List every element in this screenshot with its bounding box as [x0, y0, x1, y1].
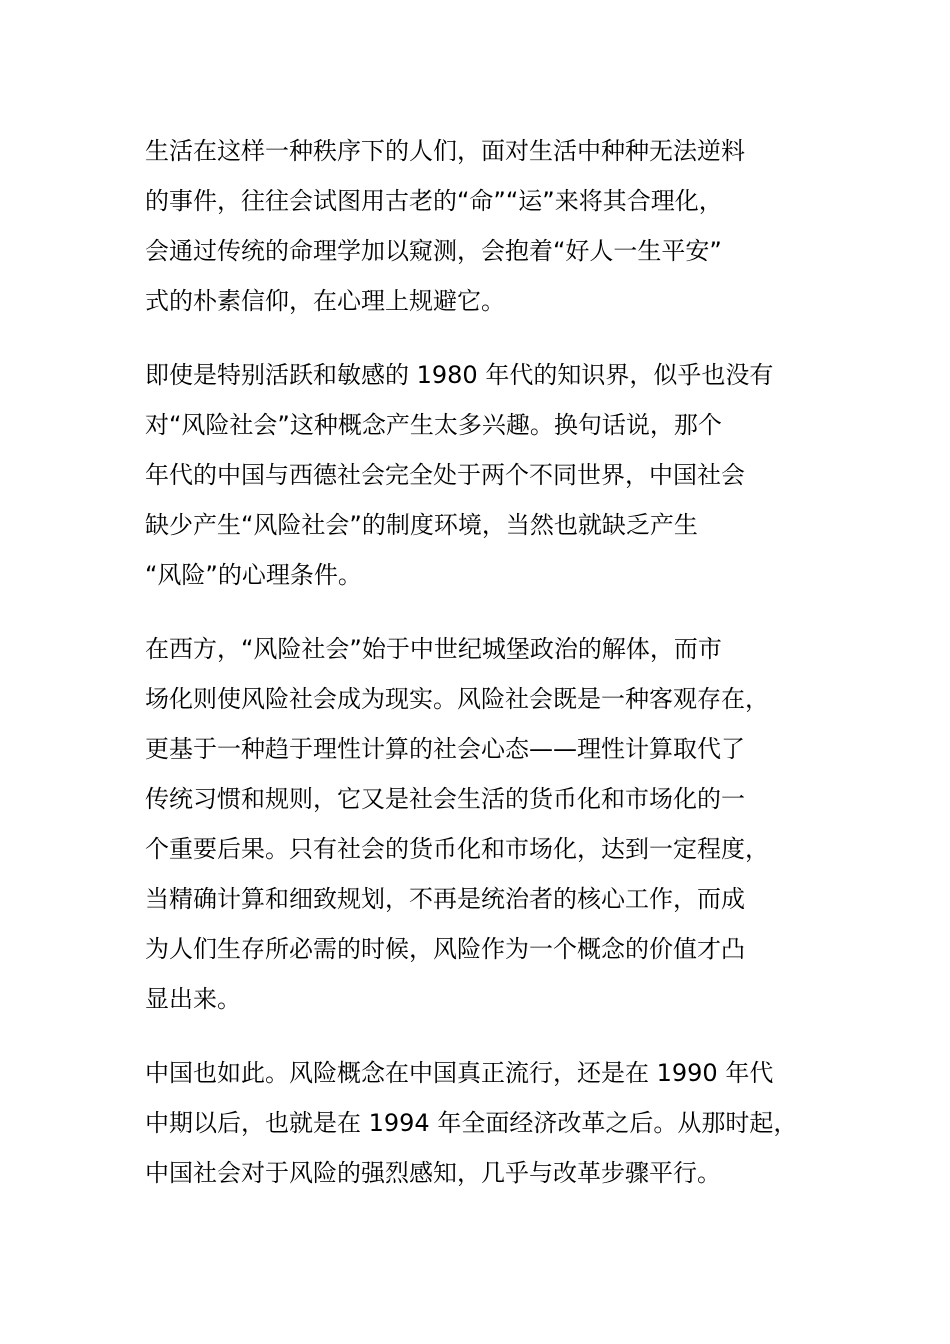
text-line: 场化则使风险社会成为现实。风险社会既是一种客观存在，: [145, 685, 769, 713]
paragraph-4: [145, 1048, 845, 1198]
text-line: 在西方，“风险社会”始于中世纪城堡政治的解体，而市: [145, 635, 722, 663]
paragraph-1: [145, 126, 845, 326]
text-line: 个重要后果。只有社会的货币化和市场化，达到一定程度，: [145, 835, 769, 863]
paragraph-2: [145, 350, 845, 600]
text-line: 中国也如此。风险概念在中国真正流行，还是在 1990 年代: [145, 1059, 774, 1087]
article-body: [145, 126, 845, 1222]
text-line: 显出来。: [145, 985, 241, 1013]
text-line: 年代的中国与西德社会完全处于两个不同世界，中国社会: [145, 461, 745, 489]
text-line: 为人们生存所必需的时候，风险作为一个概念的价值才凸: [145, 935, 745, 963]
text-line: 当精确计算和细致规划，不再是统治者的核心工作，而成: [145, 885, 745, 913]
text-line: 对“风险社会”这种概念产生太多兴趣。换句话说，那个: [145, 411, 722, 439]
text-line: 中期以后，也就是在 1994 年全面经济改革之后。从那时起，: [145, 1109, 798, 1137]
text-line: 生活在这样一种秩序下的人们，面对生活中种种无法逆料: [145, 137, 745, 165]
text-line: 中国社会对于风险的强烈感知，几乎与改革步骤平行。: [145, 1159, 721, 1187]
text-line: 传统习惯和规则，它又是社会生活的货币化和市场化的一: [145, 785, 745, 813]
text-line: 缺少产生“风险社会”的制度环境，当然也就缺乏产生: [145, 511, 698, 539]
text-line: 更基于一种趋于理性计算的社会心态——理性计算取代了: [145, 735, 745, 763]
text-line: 会通过传统的命理学加以窥测，会抱着“好人一生平安”: [145, 237, 722, 265]
text-line: “风险”的心理条件。: [145, 561, 362, 589]
text-line: 的事件，往往会试图用古老的“命”“运”来将其合理化，: [145, 187, 723, 215]
text-line: 即使是特别活跃和敏感的 1980 年代的知识界，似乎也没有: [145, 361, 774, 389]
paragraph-3: [145, 624, 845, 1024]
text-line: 式的朴素信仰，在心理上规避它。: [145, 287, 505, 315]
